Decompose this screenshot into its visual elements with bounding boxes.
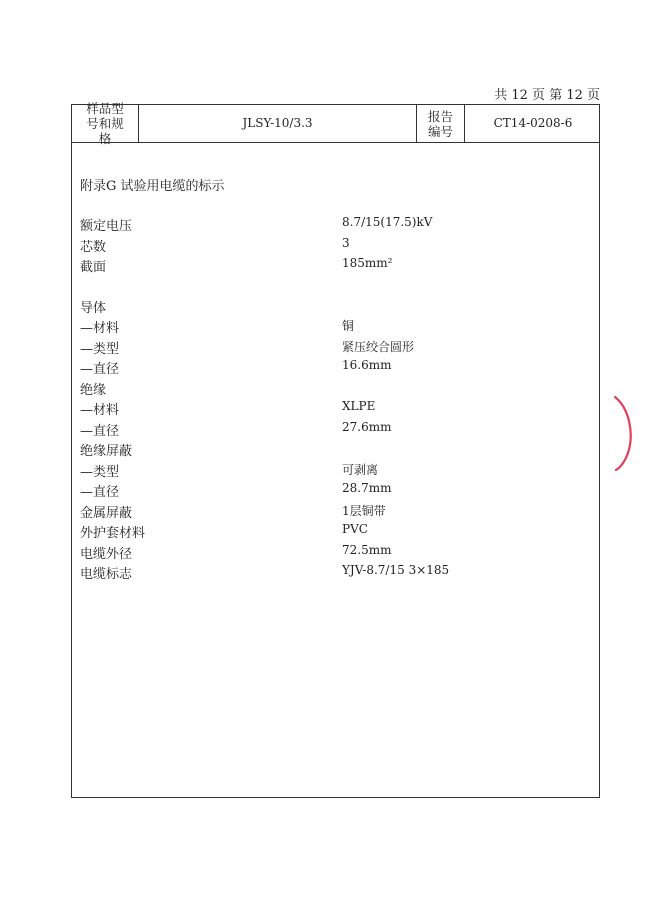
spec-row — [80, 379, 580, 400]
spec-row — [80, 502, 580, 523]
spec-row — [80, 358, 580, 379]
spec-row — [80, 256, 580, 277]
spec-row — [80, 297, 580, 318]
spec-row — [80, 236, 580, 257]
spec-list — [80, 215, 580, 584]
spec-row — [80, 215, 580, 236]
spec-value: 可剥离 — [342, 462, 379, 477]
spec-label: 绝缘 — [80, 382, 107, 398]
spec-row — [80, 461, 580, 482]
spec-row — [80, 338, 580, 359]
appendix-title: 附录G 试验用电缆的标示 — [80, 179, 225, 194]
spec-label: 芯数 — [80, 239, 107, 255]
spec-value: 3 — [342, 235, 350, 250]
report-frame — [71, 101, 600, 798]
spec-value: YJV-8.7/15 3×185 — [342, 563, 450, 577]
spec-label: 导体 — [80, 300, 107, 316]
spec-value: 16.6mm — [342, 358, 392, 372]
spec-label: —材料 — [80, 321, 120, 336]
report-number-label-text: 报告编号 — [427, 108, 453, 139]
spec-label: —直径 — [80, 485, 120, 500]
spec-row — [80, 563, 580, 584]
spec-row — [80, 317, 580, 338]
spec-row — [80, 399, 580, 420]
spec-label: 电缆标志 — [80, 567, 133, 582]
spec-label: —直径 — [80, 362, 120, 377]
spec-label: 截面 — [80, 260, 107, 275]
spec-label: —类型 — [80, 341, 120, 357]
spec-value: 紧压绞合圆形 — [342, 339, 415, 354]
spec-value: PVC — [342, 522, 368, 536]
spec-row — [80, 481, 580, 502]
spec-label: 外护套材料 — [80, 526, 146, 541]
sample-model-value: JLSY-10/3.3 — [139, 105, 417, 142]
spec-row — [80, 440, 580, 461]
spec-label: 额定电压 — [80, 219, 133, 234]
spec-row — [80, 522, 580, 543]
spec-value: 72.5mm — [342, 542, 392, 557]
spec-label: —材料 — [80, 403, 120, 418]
sample-model-label-text: 样品型号和规格 — [86, 101, 124, 146]
spec-row — [80, 543, 580, 564]
header-row — [72, 101, 599, 146]
spec-value: 8.7/15(17.5)kV — [342, 215, 433, 229]
report-number-label — [417, 105, 465, 142]
spec-value: 铜 — [342, 319, 355, 333]
page-count: 共 12 页 第 12 页 — [494, 88, 600, 103]
spec-label: 绝缘屏蔽 — [80, 444, 133, 459]
sample-model-label — [72, 101, 139, 146]
spec-value: 185mm² — [342, 256, 393, 270]
spec-label: —类型 — [80, 464, 120, 480]
report-number-value: CT14-0208-6 — [493, 116, 573, 130]
spec-label: 金属屏蔽 — [80, 505, 133, 521]
spec-label: 电缆外径 — [80, 546, 133, 562]
spec-value: 1层铜带 — [342, 503, 386, 518]
spec-value: XLPE — [342, 399, 376, 413]
seal-stamp-edge — [612, 395, 642, 471]
spec-value: 28.7mm — [342, 481, 392, 495]
spec-value: 27.6mm — [342, 419, 392, 434]
spec-row — [80, 420, 580, 441]
spec-label: —直径 — [80, 423, 120, 439]
